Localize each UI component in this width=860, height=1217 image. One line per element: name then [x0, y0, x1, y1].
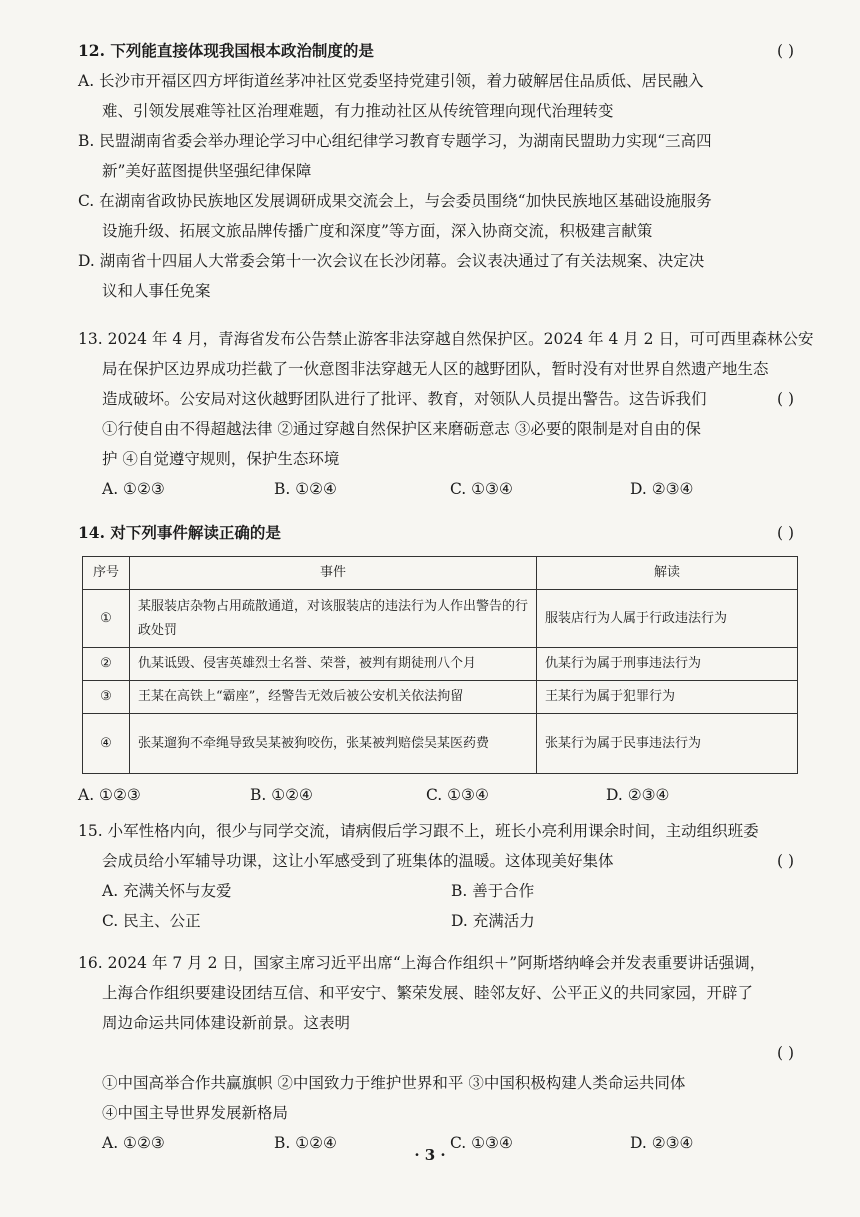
row-reading: 王某行为属于犯罪行为: [537, 681, 798, 714]
question-stem-line3: 周边命运共同体建设新前景。这表明: [102, 1014, 351, 1032]
question-stem-line2: 局在保护区边界成功拦截了一伙意图非法穿越无人区的越野团队，暂时没有对世界自然遗产地生态: [102, 360, 769, 378]
row-num: ③: [83, 681, 130, 714]
option-a: A. ①②③: [78, 786, 141, 804]
page-number: · 3 ·: [414, 1146, 446, 1164]
question-stem: 15. 小军性格内向，很少与同学交流，请病假后学习跟不上，班长小亮利用课余时间，主动组织班委: [78, 822, 759, 840]
option-b: B. ①②④: [250, 786, 313, 804]
option-a: A. ①②③: [102, 480, 165, 498]
row-reading: 服装店行为人属于行政违法行为: [537, 590, 798, 648]
question-13: [78, 324, 814, 504]
options-row-1: [78, 876, 800, 906]
option-c: C. ①③④: [450, 1134, 513, 1152]
row-num: ①: [83, 590, 130, 648]
question-stem: 12. 下列能直接体现我国根本政治制度的是 ( ): [78, 36, 800, 66]
table-row: [83, 681, 798, 714]
question-15: [78, 816, 800, 936]
answer-paren-line: [78, 1038, 800, 1068]
row-event: 仇某诋毁、侵害英雄烈士名誉、荣誉，被判有期徒刑八个月: [130, 648, 537, 681]
option-a: A. ①②③: [102, 1134, 165, 1152]
header-reading: 解读: [537, 557, 798, 590]
option-a: A. 充满关怀与友爱: [102, 882, 232, 900]
option-d: D. ②③④: [630, 1134, 694, 1152]
answer-paren: ( ): [776, 1044, 794, 1062]
row-event: 王某在高铁上“霸座”，经警告无效后被公安机关依法拘留: [130, 681, 537, 714]
option-c: C. 民主、公正: [102, 912, 201, 930]
option-b: B. 善于合作: [451, 882, 535, 900]
table-row: [83, 590, 798, 648]
answer-paren: ( ): [776, 852, 794, 870]
statements-cont: 护 ④自觉遵守规则，保护生态环境: [102, 450, 340, 468]
option-b: B. ①②④: [274, 480, 337, 498]
answer-paren: ( ): [776, 390, 794, 408]
statements: ①行使自由不得超越法律 ②通过穿越自然保护区来磨砺意志 ③必要的限制是对自由的保: [102, 420, 701, 438]
option-c: C. 在湖南省政协民族地区发展调研成果交流会上，与会委员围绕“加快民族地区基础设施服务: [78, 192, 712, 210]
option-a: A. 长沙市开福区四方坪街道丝茅冲社区党委坚持党建引领，着力破解居住品质低、居民融入: [78, 72, 704, 90]
option-c: C. ①③④: [426, 786, 489, 804]
question-stem-line2: 上海合作组织要建设团结互信、和平安宁、繁荣发展、睦邻友好、公平正义的共同家园，开辟了: [102, 984, 754, 1002]
row-num: ④: [83, 714, 130, 774]
row-reading: 张某行为属于民事违法行为: [537, 714, 798, 774]
header-num: 序号: [83, 557, 130, 590]
row-reading: 仇某行为属于刑事违法行为: [537, 648, 798, 681]
option-c: C. ①③④: [450, 480, 513, 498]
option-b: B. 民盟湖南省委会举办理论学习中心组纪律学习教育专题学习，为湖南民盟助力实现“三高四: [78, 132, 712, 150]
options-row: [78, 474, 800, 504]
row-event: 某服装店杂物占用疏散通道，对该服装店的违法行为人作出警告的行政处罚: [130, 590, 537, 648]
question-14-options: [78, 780, 800, 810]
option-d: D. 充满活力: [451, 912, 535, 930]
question-stem-line3: 造成破坏。公安局对这伙越野团队进行了批评、教育，对领队人员提出警告。这告诉我们 ( ): [78, 384, 800, 414]
question-stem: 14. 对下列事件解读正确的是 ( ): [78, 518, 800, 548]
answer-paren: ( ): [776, 42, 794, 60]
option-b-cont: 新”美好蓝图提供坚强纪律保障: [102, 162, 312, 180]
row-event: 张某遛狗不牵绳导致吴某被狗咬伤，张某被判赔偿吴某医药费: [130, 714, 537, 774]
question-stem: 13. 2024 年 4 月，青海省发布公告禁止游客非法穿越自然保护区。2024 年 4 月 2 日，可可西里森林公安: [78, 330, 814, 348]
events-table: [82, 556, 798, 774]
row-num: ②: [83, 648, 130, 681]
header-event: 事件: [130, 557, 537, 590]
option-c-cont: 设施升级、拓展文旅品牌传播广度和深度”等方面，深入协商交流，积极建言献策: [102, 222, 653, 240]
options-row-2: [78, 906, 800, 936]
question-16: [78, 948, 800, 1158]
answer-paren: ( ): [776, 524, 794, 542]
question-stem: 16. 2024 年 7 月 2 日，国家主席习近平出席“上海合作组织＋”阿斯塔纳峰会并发表重要讲话强调，: [78, 954, 766, 972]
statements-cont: ④中国主导世界发展新格局: [102, 1104, 289, 1122]
table-header-row: [83, 557, 798, 590]
table-row: [83, 648, 798, 681]
option-b: B. ①②④: [274, 1134, 337, 1152]
question-12: [78, 36, 800, 306]
table-row: [83, 714, 798, 774]
option-d: D. ②③④: [630, 480, 694, 498]
statements: ①中国高举合作共赢旗帜 ②中国致力于维护世界和平 ③中国积极构建人类命运共同体: [102, 1074, 686, 1092]
option-d: D. ②③④: [606, 786, 670, 804]
question-14: [78, 518, 800, 548]
option-d-cont: 议和人事任免案: [102, 282, 211, 300]
options-row: [78, 780, 800, 810]
question-stem-line2: 会成员给小军辅导功课，这让小军感受到了班集体的温暖。这体现美好集体 ( ): [78, 846, 800, 876]
option-d: D. 湖南省十四届人大常委会第十一次会议在长沙闭幕。会议表决通过了有关法规案、决定决: [78, 252, 705, 270]
option-a-cont: 难、引领发展难等社区治理难题，有力推动社区从传统管理向现代治理转变: [102, 102, 614, 120]
